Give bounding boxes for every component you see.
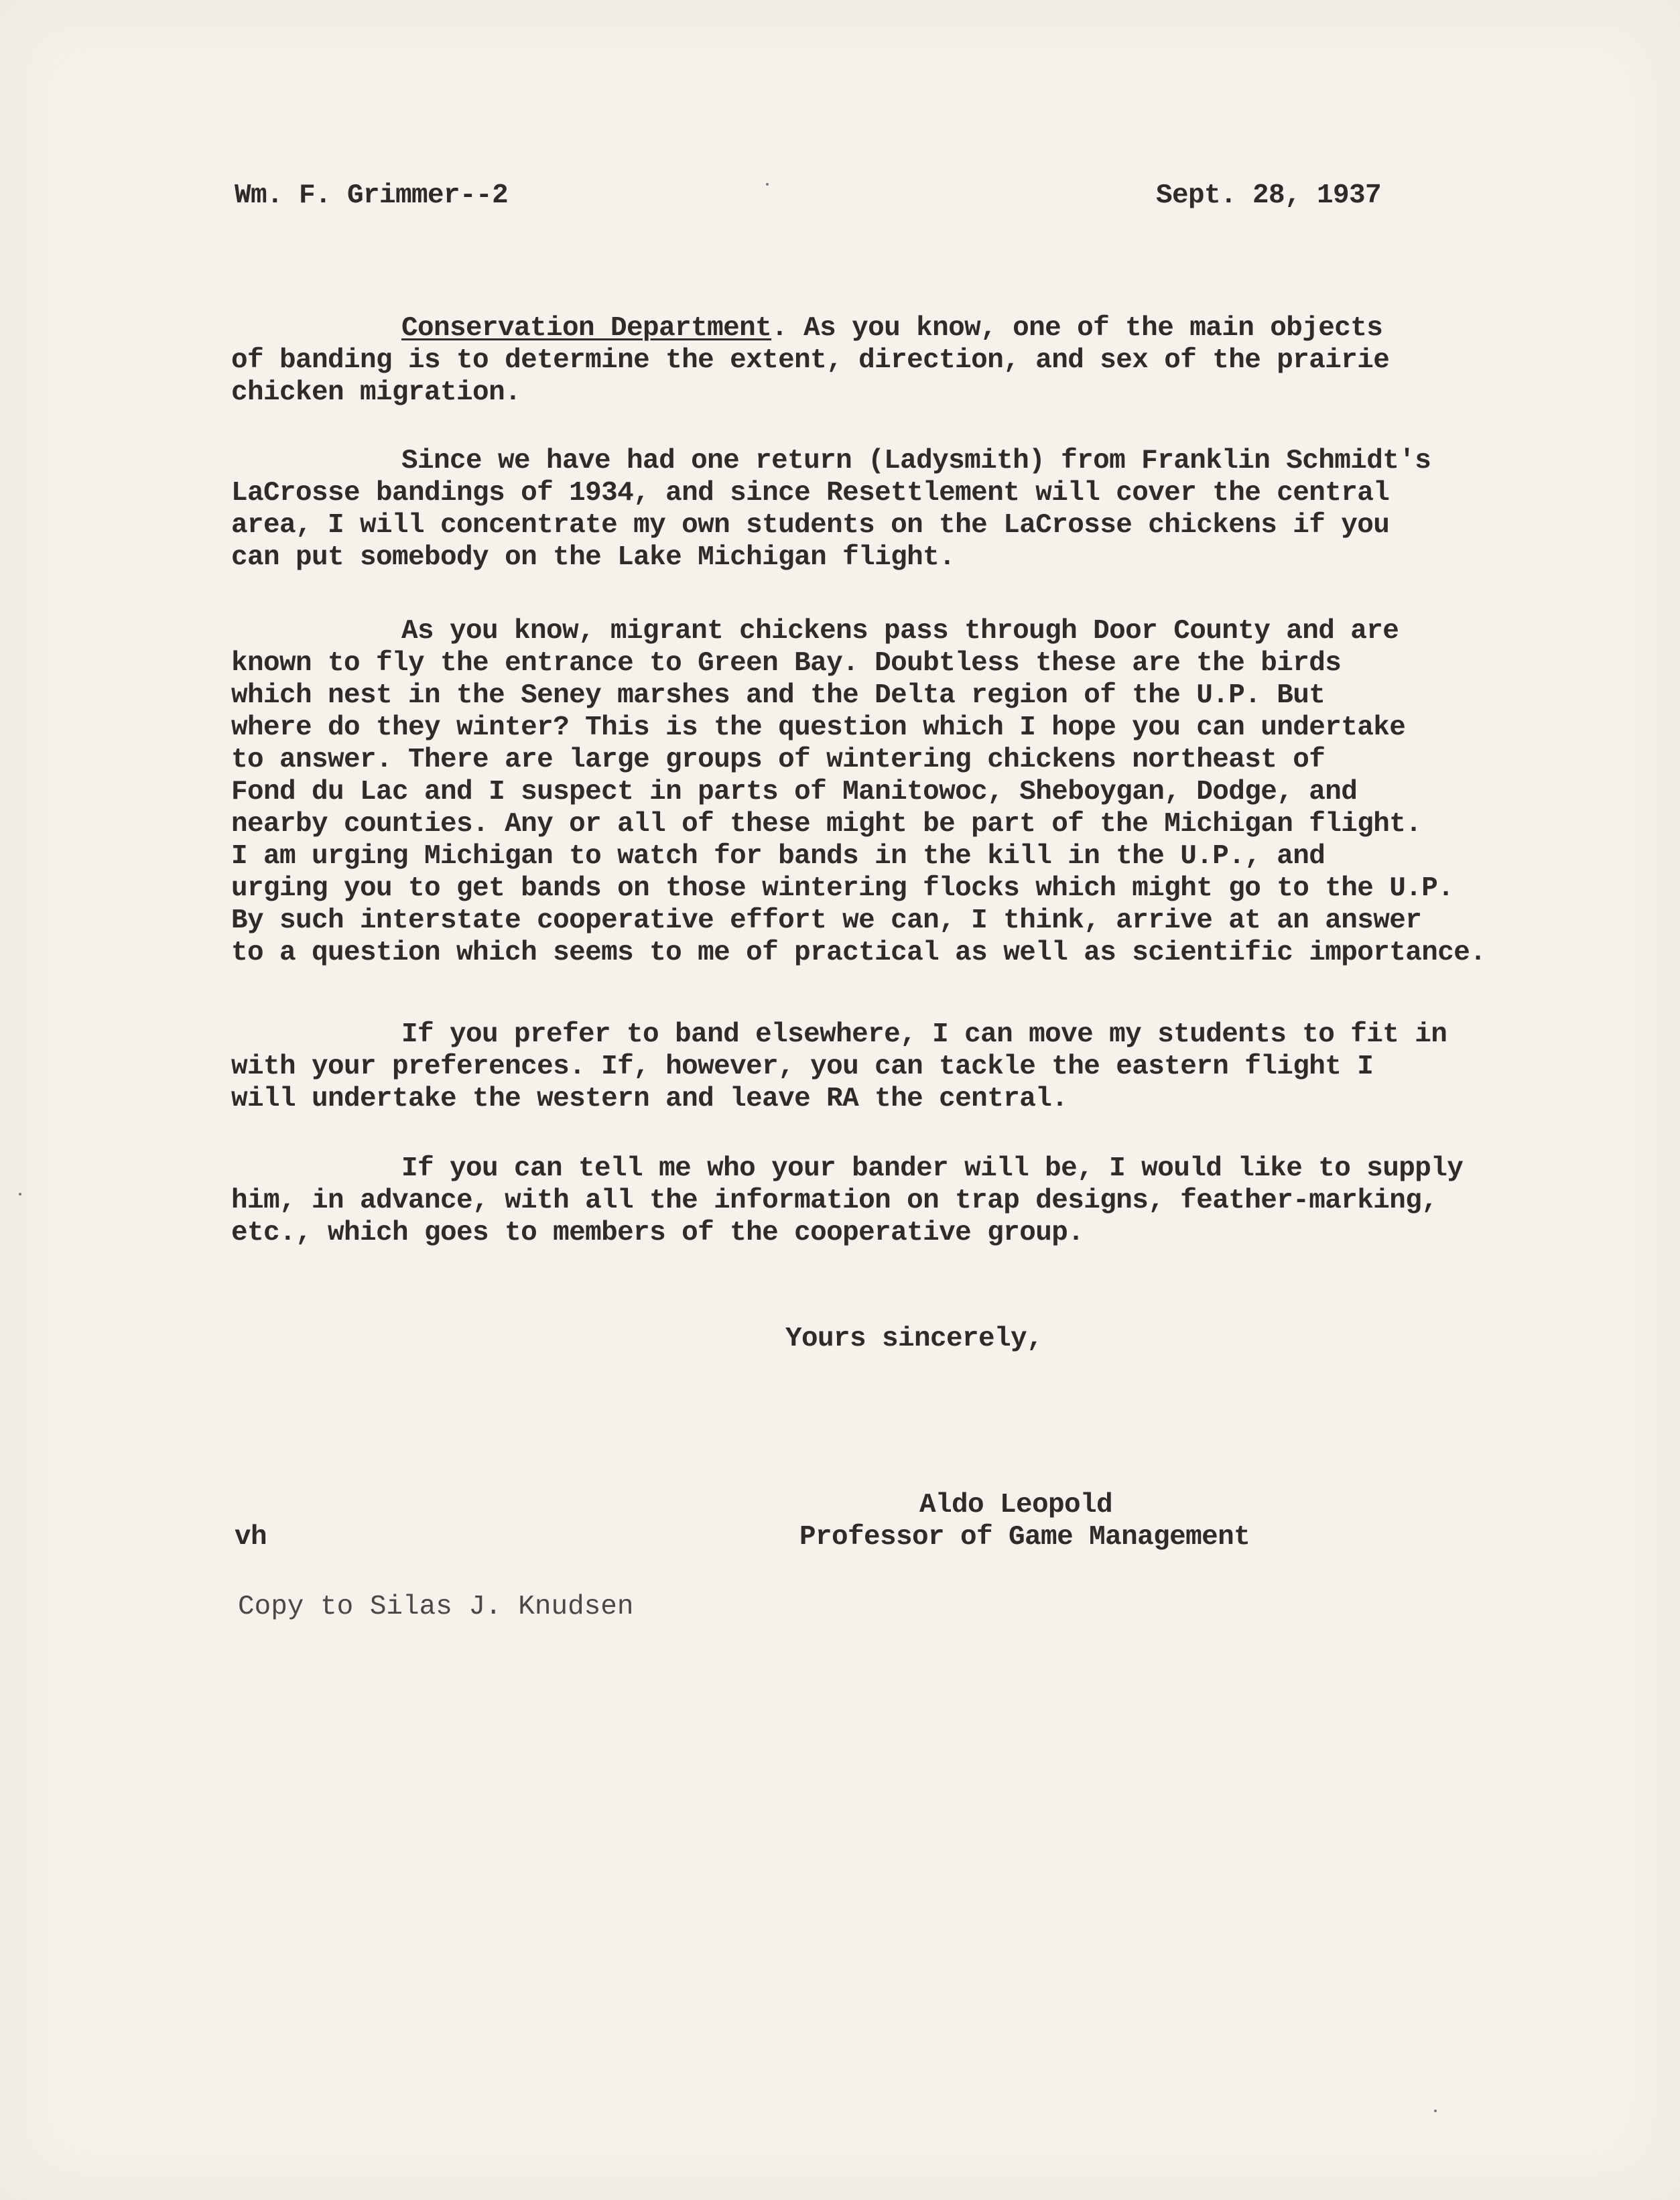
- paragraph-line: LaCrosse bandings of 1934, and since Resettlement will cover the central: [231, 478, 1390, 509]
- paragraph-line: to answer. There are large groups of wintering chickens northeast of: [231, 745, 1326, 775]
- paragraph-line: If you can tell me who your bander will be, I would like to supply: [401, 1153, 1464, 1184]
- paragraph-line: Fond du Lac and I suspect in parts of Manitowoc, Sheboygan, Dodge, and: [231, 777, 1358, 807]
- paragraph-line: Conservation Department. As you know, one of the main objects: [401, 313, 1383, 344]
- paragraph-line: chicken migration.: [231, 377, 521, 408]
- typist-initials: vh: [235, 1522, 267, 1553]
- paragraph-line: urging you to get bands on those wintering flocks which might go to the U.P.: [231, 873, 1454, 904]
- signature-title: Professor of Game Management: [799, 1522, 1250, 1553]
- paragraph-line: of banding is to determine the extent, direction, and sex of the prairie: [231, 345, 1390, 376]
- paragraph-line: which nest in the Seney marshes and the Delta region of the U.P. But: [231, 680, 1326, 711]
- paragraph-line: to a question which seems to me of practical as well as scientific importance.: [231, 937, 1486, 968]
- paragraph-line: I am urging Michigan to watch for bands in the kill in the U.P., and: [231, 841, 1326, 872]
- paper-speck: [1434, 2110, 1437, 2112]
- signature-name: Aldo Leopold: [919, 1490, 1113, 1520]
- paragraph-line: etc., which goes to members of the cooperative group.: [231, 1218, 1084, 1248]
- paragraph-3: [231, 615, 1538, 969]
- paper-speck: [19, 1193, 21, 1195]
- paragraph-4: [231, 1019, 1538, 1115]
- paragraph-line: known to fly the entrance to Green Bay. Doubtless these are the birds: [231, 648, 1342, 679]
- paragraph-line: As you know, migrant chickens pass through Door County and are: [401, 616, 1399, 647]
- paragraph-line: Since we have had one return (Ladysmith) from Franklin Schmidt's: [401, 446, 1431, 476]
- page-reference: Wm. F. Grimmer--2: [235, 180, 509, 211]
- paragraph-line: nearby counties. Any or all of these might be part of the Michigan flight.: [231, 809, 1422, 840]
- copy-note: Copy to Silas J. Knudsen: [238, 1592, 634, 1622]
- paragraph-line: can put somebody on the Lake Michigan flight.: [231, 542, 956, 573]
- paragraph-line: will undertake the western and leave RA the central.: [231, 1084, 1068, 1114]
- paragraph-2: [231, 445, 1538, 574]
- paragraph-line: By such interstate cooperative effort we can, I think, arrive at an answer: [231, 905, 1422, 936]
- paper-speck: [766, 183, 769, 186]
- paragraph-line: with your preferences. If, however, you can tackle the eastern flight I: [231, 1051, 1374, 1082]
- paragraph-line: If you prefer to band elsewhere, I can move my students to fit in: [401, 1019, 1447, 1050]
- paragraph-line: him, in advance, with all the information on trap designs, feather-marking,: [231, 1185, 1438, 1216]
- paragraph-1: [231, 312, 1538, 409]
- section-heading: Conservation Department: [401, 313, 772, 344]
- paragraph-line: where do they winter? This is the question which I hope you can undertake: [231, 712, 1406, 743]
- closing: Yours sincerely,: [785, 1323, 1043, 1354]
- letter-date: Sept. 28, 1937: [1156, 180, 1382, 211]
- paragraph-5: [231, 1153, 1538, 1249]
- paragraph-line: area, I will concentrate my own students on the LaCrosse chickens if you: [231, 510, 1390, 541]
